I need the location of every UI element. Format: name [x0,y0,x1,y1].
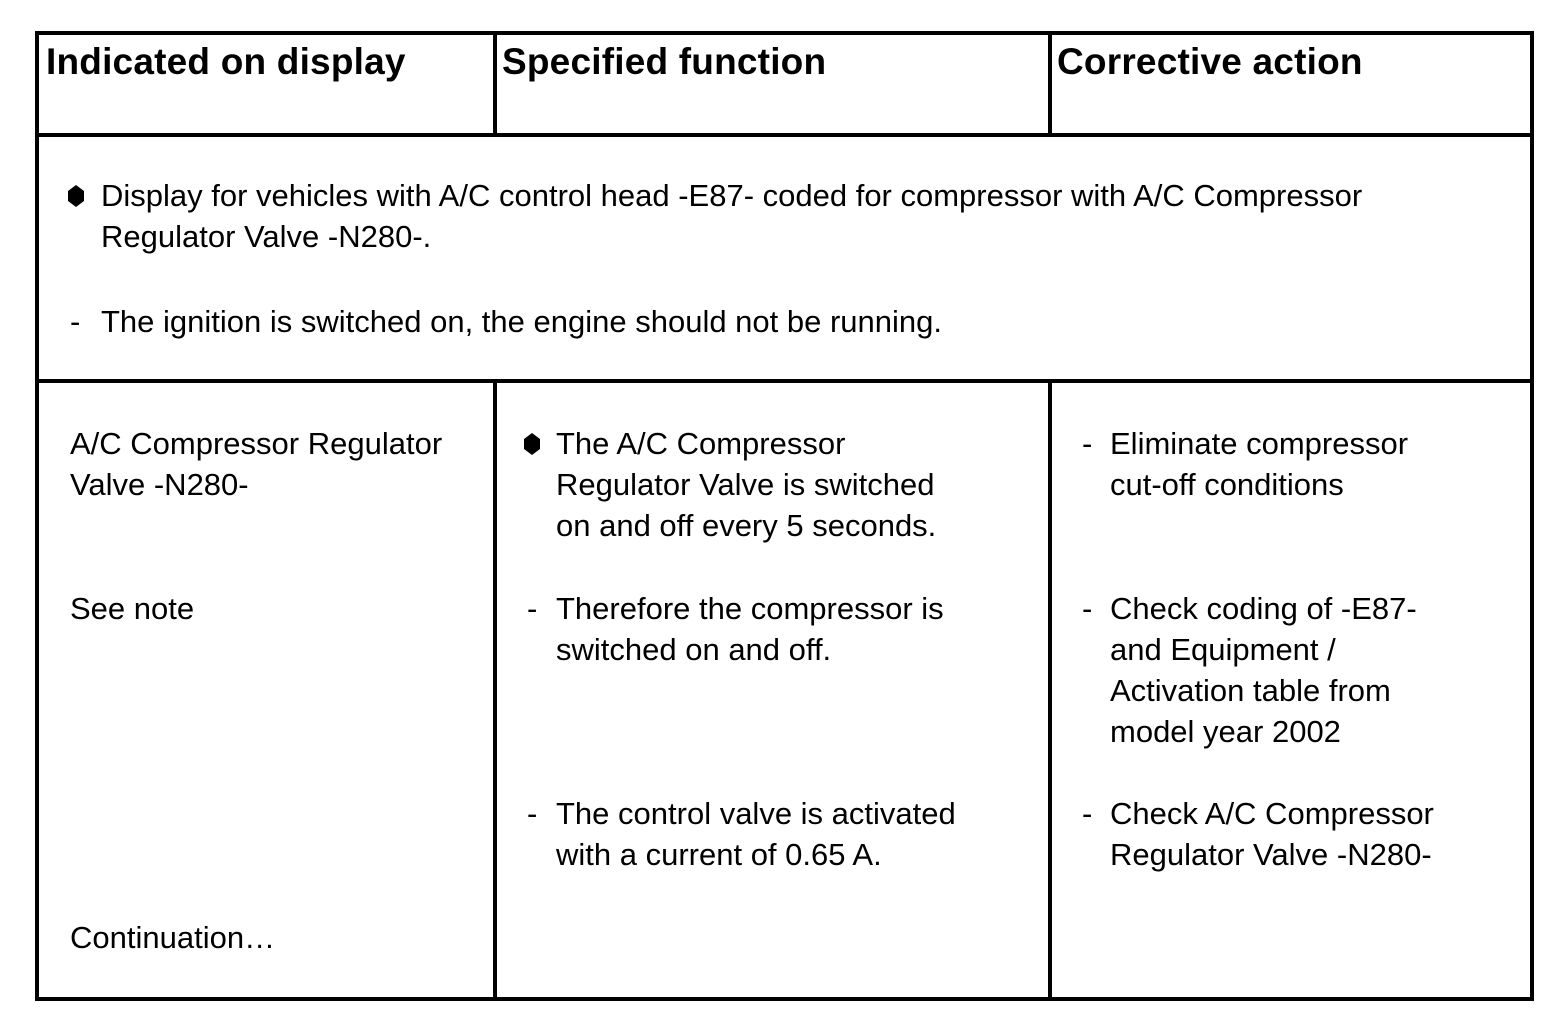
diamond-bullet-icon [68,185,84,207]
col3-item1-line-2: cut-off conditions [1110,467,1344,502]
column-divider-2-body [1048,381,1052,997]
col3-item2-line-2: and Equipment / [1110,632,1336,667]
col1-continuation: Continuation… [70,920,276,955]
col2-item2-dash: - [527,591,538,626]
col2-item3-line-1: The control valve is activated [556,796,956,831]
column-divider-2-header [1048,35,1052,135]
col2-item1-line-1: The A/C Compressor [556,426,846,461]
diamond-bullet-icon [524,433,540,455]
header-corrective-action: Corrective action [1057,41,1363,82]
col2-item1-line-2: Regulator Valve is switched [556,467,935,502]
col3-item3-line-1: Check A/C Compressor [1110,796,1434,831]
col2-item3-line-2: with a current of 0.65 A. [556,837,882,872]
col1-line-2: Valve -N280- [70,467,249,502]
col3-item3-dash: - [1082,796,1093,831]
col1-see-note: See note [70,591,195,626]
col2-item2-line-1: Therefore the compressor is [556,591,944,626]
header-indicated-on-display: Indicated on display [46,41,406,82]
col3-item3-line-2: Regulator Valve -N280- [1110,837,1432,872]
col3-item2-line-1: Check coding of -E87- [1110,591,1417,626]
condition-divider [39,379,1530,383]
col2-item1-line-3: on and off every 5 seconds. [556,508,937,543]
col3-item2-line-3: Activation table from [1110,673,1391,708]
condition-bullet-line-1: Display for vehicles with A/C control head -E87- coded for compressor with A/C Compressor [101,178,1363,213]
diagnosis-table [35,31,1534,1001]
col3-item2-line-4: model year 2002 [1110,714,1341,749]
condition-dash-line: The ignition is switched on, the engine should not be running. [101,304,943,339]
column-divider-1-body [493,381,497,997]
col2-item3-dash: - [527,796,538,831]
col2-item2-line-2: switched on and off. [556,632,832,667]
condition-dash: - [70,304,81,339]
col1-line-1: A/C Compressor Regulator [70,426,443,461]
column-divider-1-header [493,35,497,135]
header-divider [39,133,1530,137]
condition-bullet-line-2: Regulator Valve -N280-. [101,219,432,254]
col3-item1-dash: - [1082,426,1093,461]
col3-item1-line-1: Eliminate compressor [1110,426,1409,461]
header-specified-function: Specified function [502,41,827,82]
col3-item2-dash: - [1082,591,1093,626]
